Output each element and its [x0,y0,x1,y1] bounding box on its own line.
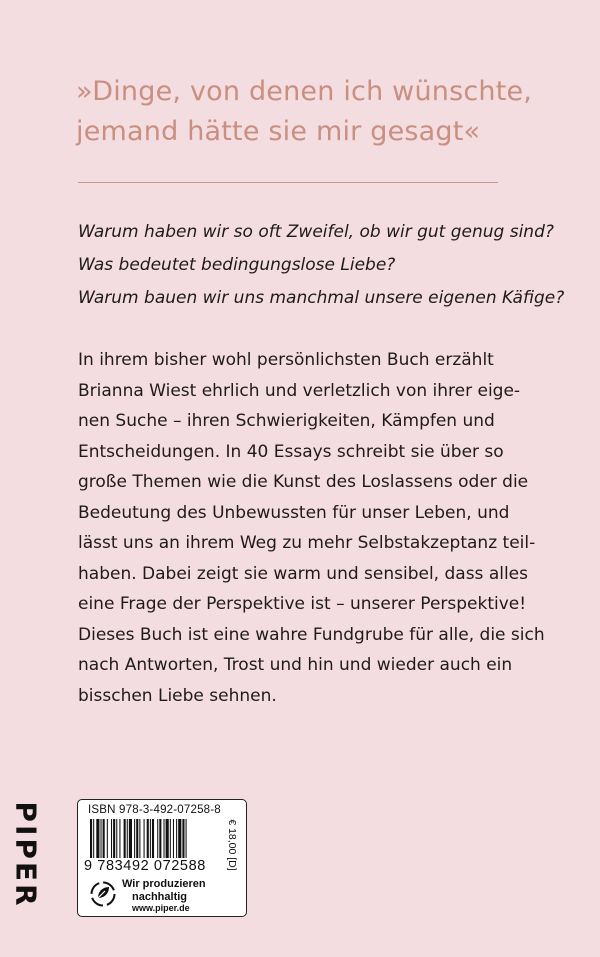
barcode-bar [93,819,94,863]
description-line: große Themen wie die Kunst des Loslassens oder die [78,472,529,492]
barcode-bar [164,819,165,863]
publisher-url: www.piper.de [132,903,190,913]
barcode-bar [186,819,187,863]
barcode-bar [147,819,149,863]
question-1: Warum haben wir so oft Zweifel, ob wir gut genug sind? [78,222,554,242]
barcode-bar [139,819,140,863]
description-line: Entscheidungen. In 40 Essays schreibt sie über so [78,441,504,462]
barcode-panel [77,799,247,917]
headline-line-1: »Dinge, von denen ich wünschte, [76,76,533,107]
description-line: Brianna Wiest ehrlich und verletzlich von ihrer eige- [78,380,521,401]
sustainability-line-2: nachhaltig [132,890,188,903]
isbn-label: ISBN 978-3-492-07258-8 [88,804,221,816]
barcode-bar [111,819,112,863]
description-line: In ihrem bisher wohl persönlichsten Buch erzählt [78,350,494,370]
price-text: € 18,00 [D] [226,819,238,871]
barcode-bar [96,819,99,863]
barcode-bar [113,819,115,863]
barcode-bar [103,819,105,863]
barcode-bar [124,819,126,863]
barcode-bar [127,819,128,863]
barcode-bar [107,819,108,863]
price-label [221,810,243,880]
description-line: Bedeutung des Unbewussten für unser Leben, und [78,502,510,523]
divider-rule [78,182,498,183]
description-line: Dieses Buch ist eine wahre Fundgrube für alle, die sich [78,624,545,645]
recycle-leaf-icon [90,879,116,909]
barcode-bar [176,819,177,863]
question-3: Warum bauen wir uns manchmal unsere eigenen Käfige? [78,288,565,308]
sustainability-badge [84,877,244,915]
barcode-bar [129,819,132,863]
description-line: haben. Dabei zeigt sie warm und sensibel, dass alles [78,563,528,584]
barcode-bar [159,819,161,863]
barcode-bar [101,819,102,863]
barcode-bar [144,819,145,863]
headline-line-2: jemand hätte sie mir gesagt« [76,116,481,147]
barcode-bar [90,819,92,863]
publisher-logo [6,790,46,920]
barcode-bar [157,819,158,863]
description-line: nach Antworten, Trost und hin und wieder auch ein [78,655,513,675]
barcode-bar [134,819,135,863]
barcode-bars [88,819,218,863]
barcode-bar [119,819,120,863]
description-line: nen Suche – ihren Schwierigkeiten, Kämpfen und [78,411,495,431]
description-text [78,345,548,711]
barcode-bar [116,819,117,863]
barcode-bar [166,819,169,863]
barcode-digits: 9 783492 072588 [84,858,224,874]
barcode-bar [173,819,174,863]
barcode-bar [150,819,151,863]
barcode-bar [170,819,171,863]
publisher-name: PIPER [9,801,43,909]
question-2: Was bedeutet bedingungslose Liebe? [78,255,396,275]
sustainability-text [122,878,206,903]
barcode-bar [178,819,181,863]
description-line: bisschen Liebe sehnen. [78,685,277,706]
barcode-bar [182,819,184,863]
barcode-bar [152,819,154,863]
headline-quote [76,72,556,152]
sustainability-line-1: Wir produzieren [122,878,206,890]
barcode-bar [136,819,138,863]
description-line: lässt uns an ihrem Weg zu mehr Selbstakzeptanz teil- [78,533,536,553]
questions-list [78,220,565,319]
description-line: eine Frage der Perspektive ist – unserer Perspektive! [78,594,527,614]
